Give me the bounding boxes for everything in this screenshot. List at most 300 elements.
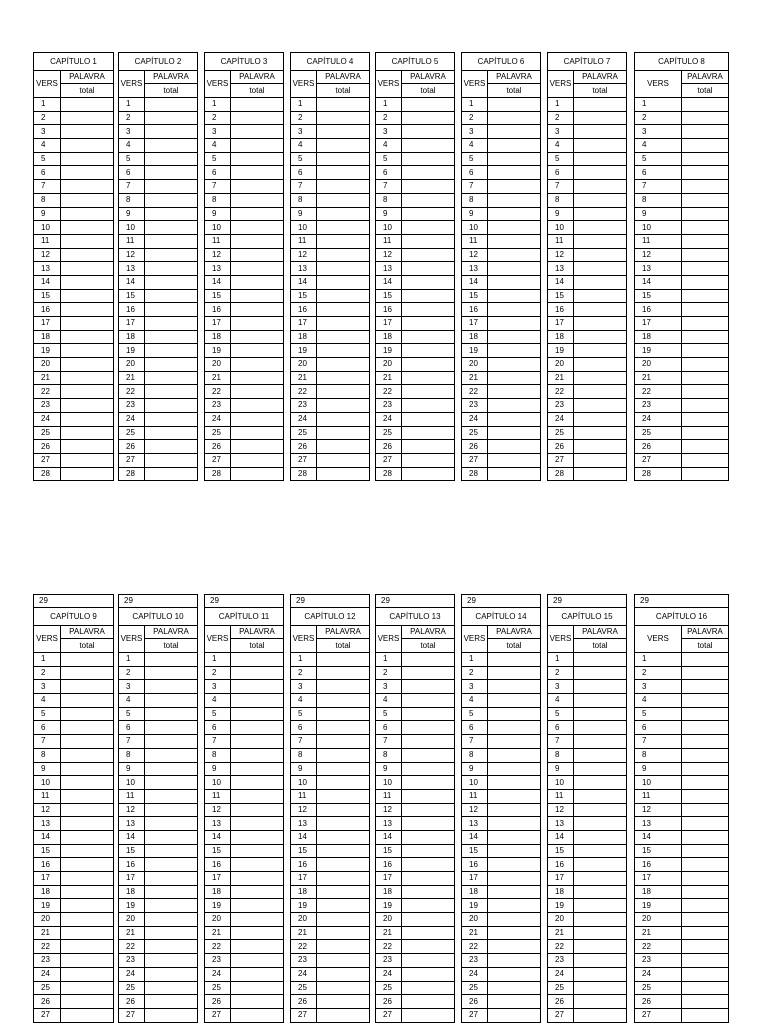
word-count-cell[interactable] xyxy=(231,262,284,276)
word-count-cell[interactable] xyxy=(145,290,198,304)
word-count-cell[interactable] xyxy=(682,235,729,249)
word-count-cell[interactable] xyxy=(61,927,114,941)
word-count-cell[interactable] xyxy=(317,845,370,859)
word-count-cell[interactable] xyxy=(574,221,627,235)
word-count-cell[interactable] xyxy=(574,1009,627,1023)
word-count-cell[interactable] xyxy=(488,427,541,441)
word-count-cell[interactable] xyxy=(231,139,284,153)
word-count-cell[interactable] xyxy=(145,358,198,372)
word-count-cell[interactable] xyxy=(145,776,198,790)
word-count-cell[interactable] xyxy=(317,98,370,112)
word-count-cell[interactable] xyxy=(231,721,284,735)
word-count-cell[interactable] xyxy=(231,344,284,358)
word-count-cell[interactable] xyxy=(145,653,198,667)
word-count-cell[interactable] xyxy=(145,763,198,777)
word-count-cell[interactable] xyxy=(574,831,627,845)
word-count-cell[interactable] xyxy=(402,982,455,996)
word-count-cell[interactable] xyxy=(317,276,370,290)
word-count-cell[interactable] xyxy=(574,358,627,372)
word-count-cell[interactable] xyxy=(61,125,114,139)
word-count-cell[interactable] xyxy=(488,262,541,276)
word-count-cell[interactable] xyxy=(402,913,455,927)
word-count-cell[interactable] xyxy=(317,112,370,126)
word-count-cell[interactable] xyxy=(61,845,114,859)
word-count-cell[interactable] xyxy=(682,98,729,112)
word-count-cell[interactable] xyxy=(61,180,114,194)
word-count-cell[interactable] xyxy=(231,913,284,927)
word-count-cell[interactable] xyxy=(231,995,284,1009)
word-count-cell[interactable] xyxy=(317,180,370,194)
word-count-cell[interactable] xyxy=(402,995,455,1009)
word-count-cell[interactable] xyxy=(317,331,370,345)
word-count-cell[interactable] xyxy=(231,427,284,441)
word-count-cell[interactable] xyxy=(231,331,284,345)
word-count-cell[interactable] xyxy=(145,208,198,222)
word-count-cell[interactable] xyxy=(145,899,198,913)
word-count-cell[interactable] xyxy=(317,125,370,139)
word-count-cell[interactable] xyxy=(231,749,284,763)
word-count-cell[interactable] xyxy=(402,413,455,427)
word-count-cell[interactable] xyxy=(145,468,198,482)
word-count-cell[interactable] xyxy=(145,139,198,153)
word-count-cell[interactable] xyxy=(231,372,284,386)
word-count-cell[interactable] xyxy=(231,235,284,249)
word-count-cell[interactable] xyxy=(488,385,541,399)
word-count-cell[interactable] xyxy=(488,653,541,667)
word-count-cell[interactable] xyxy=(231,667,284,681)
word-count-cell[interactable] xyxy=(231,180,284,194)
word-count-cell[interactable] xyxy=(574,262,627,276)
word-count-cell[interactable] xyxy=(145,927,198,941)
word-count-cell[interactable] xyxy=(402,831,455,845)
word-count-cell[interactable] xyxy=(574,680,627,694)
word-count-cell[interactable] xyxy=(402,886,455,900)
word-count-cell[interactable] xyxy=(574,735,627,749)
word-count-cell[interactable] xyxy=(61,721,114,735)
word-count-cell[interactable] xyxy=(402,166,455,180)
word-count-cell[interactable] xyxy=(574,968,627,982)
word-count-cell[interactable] xyxy=(61,872,114,886)
word-count-cell[interactable] xyxy=(574,763,627,777)
word-count-cell[interactable] xyxy=(231,1009,284,1023)
word-count-cell[interactable] xyxy=(61,262,114,276)
word-count-cell[interactable] xyxy=(488,804,541,818)
word-count-cell[interactable] xyxy=(145,721,198,735)
word-count-cell[interactable] xyxy=(61,112,114,126)
word-count-cell[interactable] xyxy=(145,180,198,194)
word-count-cell[interactable] xyxy=(61,468,114,482)
word-count-cell[interactable] xyxy=(317,899,370,913)
word-count-cell[interactable] xyxy=(231,804,284,818)
word-count-cell[interactable] xyxy=(145,344,198,358)
word-count-cell[interactable] xyxy=(682,763,729,777)
word-count-cell[interactable] xyxy=(488,735,541,749)
word-count-cell[interactable] xyxy=(574,940,627,954)
word-count-cell[interactable] xyxy=(61,749,114,763)
word-count-cell[interactable] xyxy=(231,276,284,290)
word-count-cell[interactable] xyxy=(61,940,114,954)
word-count-cell[interactable] xyxy=(145,886,198,900)
word-count-cell[interactable] xyxy=(488,290,541,304)
word-count-cell[interactable] xyxy=(402,290,455,304)
word-count-cell[interactable] xyxy=(231,249,284,263)
word-count-cell[interactable] xyxy=(574,468,627,482)
word-count-cell[interactable] xyxy=(402,303,455,317)
word-count-cell[interactable] xyxy=(682,358,729,372)
word-count-cell[interactable] xyxy=(61,139,114,153)
word-count-cell[interactable] xyxy=(61,208,114,222)
word-count-cell[interactable] xyxy=(682,749,729,763)
word-count-cell[interactable] xyxy=(682,413,729,427)
word-count-cell[interactable] xyxy=(402,790,455,804)
word-count-cell[interactable] xyxy=(682,831,729,845)
word-count-cell[interactable] xyxy=(402,235,455,249)
word-count-cell[interactable] xyxy=(488,899,541,913)
word-count-cell[interactable] xyxy=(61,982,114,996)
word-count-cell[interactable] xyxy=(402,372,455,386)
word-count-cell[interactable] xyxy=(574,694,627,708)
word-count-cell[interactable] xyxy=(317,680,370,694)
word-count-cell[interactable] xyxy=(145,913,198,927)
word-count-cell[interactable] xyxy=(682,208,729,222)
word-count-cell[interactable] xyxy=(682,858,729,872)
word-count-cell[interactable] xyxy=(61,235,114,249)
word-count-cell[interactable] xyxy=(61,954,114,968)
word-count-cell[interactable] xyxy=(488,139,541,153)
word-count-cell[interactable] xyxy=(145,112,198,126)
word-count-cell[interactable] xyxy=(61,427,114,441)
word-count-cell[interactable] xyxy=(317,968,370,982)
word-count-cell[interactable] xyxy=(231,899,284,913)
word-count-cell[interactable] xyxy=(488,440,541,454)
word-count-cell[interactable] xyxy=(317,290,370,304)
word-count-cell[interactable] xyxy=(317,399,370,413)
word-count-cell[interactable] xyxy=(145,845,198,859)
word-count-cell[interactable] xyxy=(488,721,541,735)
word-count-cell[interactable] xyxy=(682,331,729,345)
word-count-cell[interactable] xyxy=(488,331,541,345)
word-count-cell[interactable] xyxy=(682,427,729,441)
word-count-cell[interactable] xyxy=(402,968,455,982)
word-count-cell[interactable] xyxy=(574,886,627,900)
word-count-cell[interactable] xyxy=(574,872,627,886)
word-count-cell[interactable] xyxy=(574,112,627,126)
word-count-cell[interactable] xyxy=(317,427,370,441)
word-count-cell[interactable] xyxy=(61,708,114,722)
word-count-cell[interactable] xyxy=(682,804,729,818)
word-count-cell[interactable] xyxy=(574,749,627,763)
word-count-cell[interactable] xyxy=(574,331,627,345)
word-count-cell[interactable] xyxy=(61,968,114,982)
word-count-cell[interactable] xyxy=(61,249,114,263)
word-count-cell[interactable] xyxy=(402,221,455,235)
word-count-cell[interactable] xyxy=(231,968,284,982)
word-count-cell[interactable] xyxy=(682,468,729,482)
word-count-cell[interactable] xyxy=(231,982,284,996)
word-count-cell[interactable] xyxy=(317,413,370,427)
word-count-cell[interactable] xyxy=(682,249,729,263)
word-count-cell[interactable] xyxy=(61,653,114,667)
word-count-cell[interactable] xyxy=(61,290,114,304)
word-count-cell[interactable] xyxy=(317,139,370,153)
word-count-cell[interactable] xyxy=(682,721,729,735)
word-count-cell[interactable] xyxy=(488,468,541,482)
word-count-cell[interactable] xyxy=(145,317,198,331)
word-count-cell[interactable] xyxy=(145,221,198,235)
word-count-cell[interactable] xyxy=(231,845,284,859)
word-count-cell[interactable] xyxy=(402,440,455,454)
word-count-cell[interactable] xyxy=(682,166,729,180)
word-count-cell[interactable] xyxy=(231,927,284,941)
word-count-cell[interactable] xyxy=(402,262,455,276)
word-count-cell[interactable] xyxy=(682,125,729,139)
word-count-cell[interactable] xyxy=(231,194,284,208)
word-count-cell[interactable] xyxy=(488,708,541,722)
word-count-cell[interactable] xyxy=(402,694,455,708)
word-count-cell[interactable] xyxy=(488,790,541,804)
word-count-cell[interactable] xyxy=(317,790,370,804)
word-count-cell[interactable] xyxy=(574,427,627,441)
word-count-cell[interactable] xyxy=(317,804,370,818)
word-count-cell[interactable] xyxy=(488,872,541,886)
word-count-cell[interactable] xyxy=(402,680,455,694)
word-count-cell[interactable] xyxy=(61,276,114,290)
word-count-cell[interactable] xyxy=(402,358,455,372)
word-count-cell[interactable] xyxy=(317,872,370,886)
word-count-cell[interactable] xyxy=(61,194,114,208)
word-count-cell[interactable] xyxy=(488,776,541,790)
word-count-cell[interactable] xyxy=(488,413,541,427)
word-count-cell[interactable] xyxy=(682,180,729,194)
word-count-cell[interactable] xyxy=(574,317,627,331)
word-count-cell[interactable] xyxy=(317,886,370,900)
word-count-cell[interactable] xyxy=(574,208,627,222)
word-count-cell[interactable] xyxy=(145,194,198,208)
word-count-cell[interactable] xyxy=(145,940,198,954)
word-count-cell[interactable] xyxy=(317,1009,370,1023)
word-count-cell[interactable] xyxy=(61,763,114,777)
word-count-cell[interactable] xyxy=(317,749,370,763)
word-count-cell[interactable] xyxy=(682,927,729,941)
word-count-cell[interactable] xyxy=(402,139,455,153)
word-count-cell[interactable] xyxy=(61,817,114,831)
word-count-cell[interactable] xyxy=(61,317,114,331)
word-count-cell[interactable] xyxy=(61,331,114,345)
word-count-cell[interactable] xyxy=(145,235,198,249)
word-count-cell[interactable] xyxy=(488,913,541,927)
word-count-cell[interactable] xyxy=(61,913,114,927)
word-count-cell[interactable] xyxy=(231,358,284,372)
word-count-cell[interactable] xyxy=(574,454,627,468)
word-count-cell[interactable] xyxy=(145,385,198,399)
word-count-cell[interactable] xyxy=(231,858,284,872)
word-count-cell[interactable] xyxy=(488,845,541,859)
word-count-cell[interactable] xyxy=(317,653,370,667)
word-count-cell[interactable] xyxy=(61,899,114,913)
word-count-cell[interactable] xyxy=(61,790,114,804)
word-count-cell[interactable] xyxy=(574,413,627,427)
word-count-cell[interactable] xyxy=(317,317,370,331)
word-count-cell[interactable] xyxy=(488,303,541,317)
word-count-cell[interactable] xyxy=(61,858,114,872)
word-count-cell[interactable] xyxy=(488,940,541,954)
word-count-cell[interactable] xyxy=(145,166,198,180)
word-count-cell[interactable] xyxy=(574,817,627,831)
word-count-cell[interactable] xyxy=(145,817,198,831)
word-count-cell[interactable] xyxy=(488,166,541,180)
word-count-cell[interactable] xyxy=(145,667,198,681)
word-count-cell[interactable] xyxy=(317,940,370,954)
word-count-cell[interactable] xyxy=(317,454,370,468)
word-count-cell[interactable] xyxy=(402,317,455,331)
word-count-cell[interactable] xyxy=(231,954,284,968)
word-count-cell[interactable] xyxy=(317,667,370,681)
word-count-cell[interactable] xyxy=(231,125,284,139)
word-count-cell[interactable] xyxy=(488,817,541,831)
word-count-cell[interactable] xyxy=(317,303,370,317)
word-count-cell[interactable] xyxy=(61,735,114,749)
word-count-cell[interactable] xyxy=(231,763,284,777)
word-count-cell[interactable] xyxy=(682,776,729,790)
word-count-cell[interactable] xyxy=(488,927,541,941)
word-count-cell[interactable] xyxy=(682,454,729,468)
word-count-cell[interactable] xyxy=(317,468,370,482)
word-count-cell[interactable] xyxy=(145,427,198,441)
word-count-cell[interactable] xyxy=(317,858,370,872)
word-count-cell[interactable] xyxy=(682,694,729,708)
word-count-cell[interactable] xyxy=(61,694,114,708)
word-count-cell[interactable] xyxy=(317,831,370,845)
word-count-cell[interactable] xyxy=(402,845,455,859)
word-count-cell[interactable] xyxy=(231,708,284,722)
word-count-cell[interactable] xyxy=(61,413,114,427)
word-count-cell[interactable] xyxy=(682,194,729,208)
word-count-cell[interactable] xyxy=(402,899,455,913)
word-count-cell[interactable] xyxy=(145,372,198,386)
word-count-cell[interactable] xyxy=(145,872,198,886)
word-count-cell[interactable] xyxy=(61,358,114,372)
word-count-cell[interactable] xyxy=(231,886,284,900)
word-count-cell[interactable] xyxy=(402,427,455,441)
word-count-cell[interactable] xyxy=(145,303,198,317)
word-count-cell[interactable] xyxy=(145,440,198,454)
word-count-cell[interactable] xyxy=(488,968,541,982)
word-count-cell[interactable] xyxy=(488,221,541,235)
word-count-cell[interactable] xyxy=(488,208,541,222)
word-count-cell[interactable] xyxy=(317,249,370,263)
word-count-cell[interactable] xyxy=(145,831,198,845)
word-count-cell[interactable] xyxy=(317,763,370,777)
word-count-cell[interactable] xyxy=(61,454,114,468)
word-count-cell[interactable] xyxy=(231,303,284,317)
word-count-cell[interactable] xyxy=(574,913,627,927)
word-count-cell[interactable] xyxy=(145,153,198,167)
word-count-cell[interactable] xyxy=(231,735,284,749)
word-count-cell[interactable] xyxy=(488,372,541,386)
word-count-cell[interactable] xyxy=(574,440,627,454)
word-count-cell[interactable] xyxy=(402,276,455,290)
word-count-cell[interactable] xyxy=(402,180,455,194)
word-count-cell[interactable] xyxy=(682,817,729,831)
word-count-cell[interactable] xyxy=(145,790,198,804)
word-count-cell[interactable] xyxy=(574,249,627,263)
word-count-cell[interactable] xyxy=(317,262,370,276)
word-count-cell[interactable] xyxy=(61,153,114,167)
word-count-cell[interactable] xyxy=(682,276,729,290)
word-count-cell[interactable] xyxy=(574,153,627,167)
word-count-cell[interactable] xyxy=(145,858,198,872)
word-count-cell[interactable] xyxy=(317,221,370,235)
word-count-cell[interactable] xyxy=(231,872,284,886)
word-count-cell[interactable] xyxy=(682,913,729,927)
word-count-cell[interactable] xyxy=(488,954,541,968)
word-count-cell[interactable] xyxy=(682,290,729,304)
word-count-cell[interactable] xyxy=(488,694,541,708)
word-count-cell[interactable] xyxy=(61,831,114,845)
word-count-cell[interactable] xyxy=(682,653,729,667)
word-count-cell[interactable] xyxy=(488,112,541,126)
word-count-cell[interactable] xyxy=(682,982,729,996)
word-count-cell[interactable] xyxy=(317,385,370,399)
word-count-cell[interactable] xyxy=(682,940,729,954)
word-count-cell[interactable] xyxy=(231,208,284,222)
word-count-cell[interactable] xyxy=(488,153,541,167)
word-count-cell[interactable] xyxy=(231,831,284,845)
word-count-cell[interactable] xyxy=(402,98,455,112)
word-count-cell[interactable] xyxy=(574,139,627,153)
word-count-cell[interactable] xyxy=(317,913,370,927)
word-count-cell[interactable] xyxy=(61,995,114,1009)
word-count-cell[interactable] xyxy=(317,153,370,167)
word-count-cell[interactable] xyxy=(231,653,284,667)
word-count-cell[interactable] xyxy=(574,653,627,667)
word-count-cell[interactable] xyxy=(488,1009,541,1023)
word-count-cell[interactable] xyxy=(317,372,370,386)
word-count-cell[interactable] xyxy=(145,125,198,139)
word-count-cell[interactable] xyxy=(61,886,114,900)
word-count-cell[interactable] xyxy=(317,954,370,968)
word-count-cell[interactable] xyxy=(61,166,114,180)
word-count-cell[interactable] xyxy=(488,317,541,331)
word-count-cell[interactable] xyxy=(145,399,198,413)
word-count-cell[interactable] xyxy=(574,276,627,290)
word-count-cell[interactable] xyxy=(61,385,114,399)
word-count-cell[interactable] xyxy=(488,358,541,372)
word-count-cell[interactable] xyxy=(488,749,541,763)
word-count-cell[interactable] xyxy=(231,399,284,413)
word-count-cell[interactable] xyxy=(231,385,284,399)
word-count-cell[interactable] xyxy=(317,344,370,358)
word-count-cell[interactable] xyxy=(231,817,284,831)
word-count-cell[interactable] xyxy=(402,872,455,886)
word-count-cell[interactable] xyxy=(317,927,370,941)
word-count-cell[interactable] xyxy=(231,153,284,167)
word-count-cell[interactable] xyxy=(574,290,627,304)
word-count-cell[interactable] xyxy=(574,927,627,941)
word-count-cell[interactable] xyxy=(231,166,284,180)
word-count-cell[interactable] xyxy=(61,399,114,413)
word-count-cell[interactable] xyxy=(61,440,114,454)
word-count-cell[interactable] xyxy=(574,995,627,1009)
word-count-cell[interactable] xyxy=(402,749,455,763)
word-count-cell[interactable] xyxy=(682,344,729,358)
word-count-cell[interactable] xyxy=(488,344,541,358)
word-count-cell[interactable] xyxy=(145,982,198,996)
word-count-cell[interactable] xyxy=(682,112,729,126)
word-count-cell[interactable] xyxy=(402,1009,455,1023)
word-count-cell[interactable] xyxy=(488,235,541,249)
word-count-cell[interactable] xyxy=(574,235,627,249)
